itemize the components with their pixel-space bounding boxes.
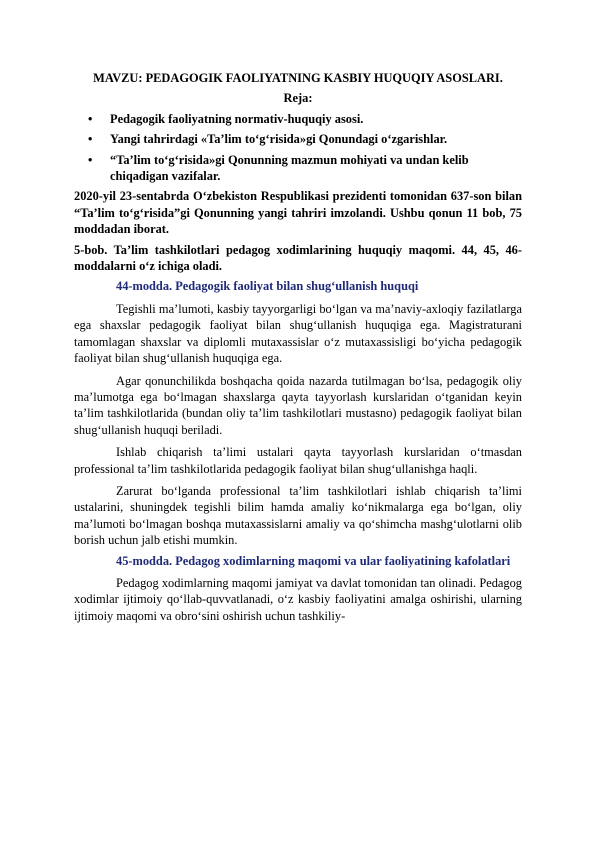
plan-item: [74, 111, 522, 127]
bullet-icon: •: [88, 152, 93, 167]
plan-label: Reja:: [283, 91, 313, 106]
chapter-paragraph: 5-bob. Ta’lim tashkilotlari pedagog xodimlarining huquqiy maqomi. 44, 45, 46-moddalarni o‘z ichiga oladi.: [74, 242, 522, 274]
plan-item-text: Yangi tahrirdagi «Ta’lim to‘g‘risida»gi Qonundagi o‘zgarishlar.: [110, 132, 448, 147]
article-44-paragraph: Zarurat bo‘lganda professional ta’lim tashkilotlari ishlab chiqarish ta’limi ustalarini, shuningdek tegishli bilim hamda amaliy ko‘nikmalarga ega bo‘lgan, oliy ma’lumoti bo‘lmagan boshqa mutaxassislarni amaliy va qo‘shimcha mashg‘ulotlarni olib borish uchun jalb etishi mumkin.: [74, 483, 522, 548]
plan-item: [74, 152, 522, 185]
article-45-paragraph: Pedagog xodimlarning maqomi jamiyat va davlat tomonidan tan olinadi. Pedagog xodimlar ijtimoiy qo‘llab-quvvatlanadi, o‘z kasbiy faoliyatini amalga oshirishi, ularning ijtimoiy maqomi va obro‘sini oshirish uchun tashkiliy-: [74, 575, 522, 623]
plan-list: [74, 111, 522, 185]
article-44-paragraph: Tegishli ma’lumoti, kasbiy tayyorgarligi bo‘lgan va ma’naviy-axloqiy fazilatlarga ega shaxslar pedagogik faoliyat bilan shug‘ullanish huquqiga ega. Magistraturani tamomlagan shaxslar va diplomli mutaxassislar o‘z mutaxassisligi bo‘yicha pedagogik faoliyat bilan shug‘ullanish huquqiga ega.: [74, 301, 522, 366]
plan-item-text: Pedagogik faoliyatning normativ-huquqiy asosi.: [110, 111, 364, 126]
article-44-heading: 44-modda. Pedagogik faoliyat bilan shug‘ullanish huquqi: [116, 279, 419, 294]
intro-paragraph: 2020-yil 23-sentabrda O‘zbekiston Respublikasi prezidenti tomonidan 637-son bilan “Ta’lim to‘g‘risida”gi Qonunning yangi tahriri imzolandi. Ushbu qonun 11 bob, 75 moddadan iborat.: [74, 189, 522, 237]
page-title: MAVZU: PEDAGOGIK FAOLIYATNING KASBIY HUQUQIY ASOSLARI.: [93, 71, 503, 85]
plan-item-text: “Ta’lim to‘g‘risida»gi Qonunning mazmun mohiyati va undan kelib chiqadigan vazifalar.: [110, 152, 469, 184]
bullet-icon: •: [88, 132, 93, 147]
bullet-icon: •: [88, 111, 93, 126]
plan-item: [74, 131, 522, 147]
document-page: [74, 70, 522, 624]
article-44-paragraph: Agar qonunchilikda boshqacha qoida nazarda tutilmagan bo‘lsa, pedagogik oliy ma’lumotga ega bo‘lmagan shaxslarga qayta tayyorlash kurslaridan o‘tganidan keyin ta’lim tashkilotlarida (bundan oliy ta’lim tashkilotlari mustasno) pedagogik faoliyat bilan shug‘ullanish huquqi beriladi.: [74, 373, 522, 437]
article-44-paragraph: Ishlab chiqarish ta’limi ustalari qayta tayyorlash kurslaridan o‘tmasdan professional ta’lim tashkilotlarida pedagogik faoliyat bilan shug‘ullanishga haqli.: [74, 445, 522, 476]
article-45-heading: 45-modda. Pedagog xodimlarning maqomi va ular faoliyatining kafolatlari: [116, 553, 511, 568]
